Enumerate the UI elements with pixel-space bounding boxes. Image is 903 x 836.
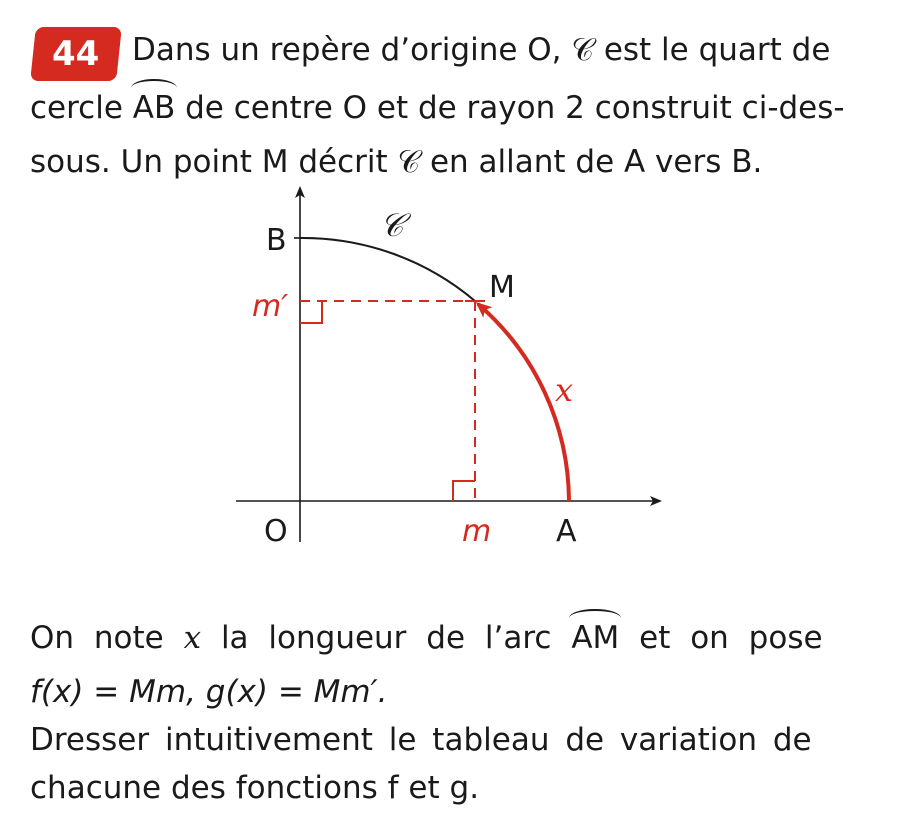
statement-line-7: chacune des fonctions f et g. <box>30 770 480 806</box>
right-angle-mprime <box>300 301 322 323</box>
statement-line-6: Dresser intuitivement le tableau de variation de <box>30 722 812 758</box>
label-M: M <box>489 270 515 305</box>
label-mprime: m′ <box>252 289 289 324</box>
arc-BM <box>300 238 475 301</box>
statement-line-3: sous. Un point M décrit 𝒞 en allant de A vers B. <box>30 144 763 180</box>
statement-line-5: f(x) = Mm, g(x) = Mm′. <box>30 674 388 710</box>
exercise-number-badge <box>30 27 122 81</box>
exercise-number: 44 <box>52 34 100 74</box>
label-A: A <box>556 514 577 549</box>
label-m: m <box>462 514 492 549</box>
statement-text: On note <box>30 620 184 656</box>
statement-line-4 <box>30 618 823 658</box>
statement-text: et on pose <box>619 620 823 656</box>
variable-x: x <box>183 620 202 656</box>
label-O: O <box>264 514 288 549</box>
label-B: B <box>266 223 287 258</box>
statement-line-1: Dans un repère d’origine O, 𝒞 est le quart de <box>132 32 831 68</box>
right-angle-m <box>453 481 475 501</box>
statement-text: la longueur de l’arc <box>201 620 572 656</box>
label-x-arc: x <box>555 371 574 409</box>
statement-text: cercle <box>30 90 133 126</box>
statement-line-2 <box>30 88 845 128</box>
arc-AM-notation: AM <box>571 620 620 656</box>
arc-AB-notation: AB <box>132 90 176 126</box>
statement-text: de centre O et de rayon 2 construit ci-des- <box>175 90 845 126</box>
label-curve-C: 𝒞 <box>380 206 404 244</box>
quarter-circle-figure <box>200 180 680 560</box>
